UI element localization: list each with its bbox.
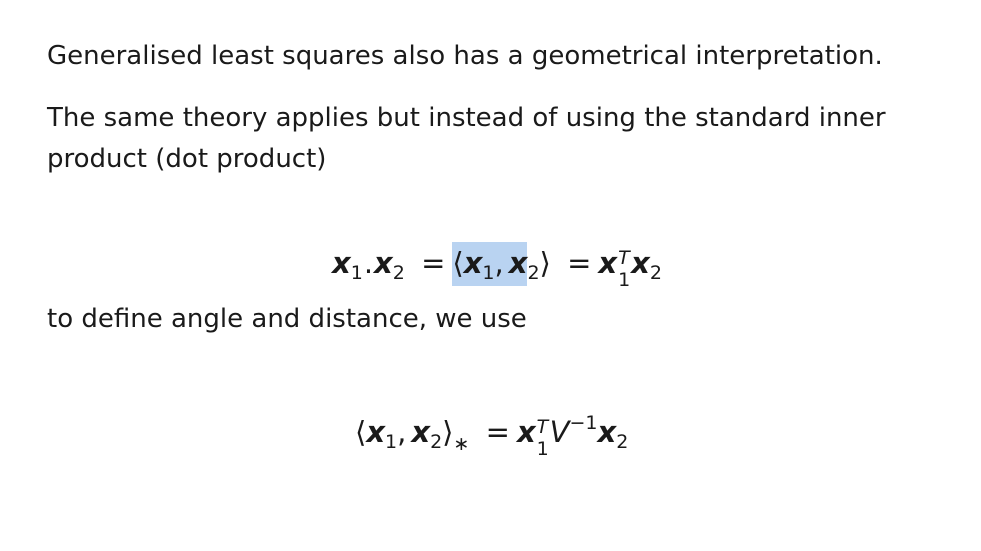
eq1-inner-x2: x [508, 246, 528, 280]
eq1-equals-1: = [421, 246, 446, 280]
dot-product-equation [332, 243, 662, 293]
eq1-x2: $x_2$ [374, 246, 405, 284]
eq2-x2: $x_2$ [411, 415, 443, 453]
eq1-inner-x2-sub: 2 [527, 262, 540, 284]
eq1-comma: , [494, 246, 504, 280]
eq2-star: ∗ [453, 433, 470, 455]
eq1-rhs-x2: $x_2$ [631, 246, 662, 284]
eq1-x1: $x_1$ [332, 246, 363, 284]
eq1-equals-2: = [567, 246, 592, 280]
eq2-x1-transpose: x [516, 415, 536, 449]
eq2-equals: = [485, 415, 510, 449]
theory-line-1: The same theory applies but instead of using the standard inner [47, 103, 886, 133]
eq2-rangle: ⟩ [442, 415, 454, 449]
eq2-x1: $x_1$ [366, 415, 398, 453]
define-sentence: to define angle and distance, we use [47, 304, 527, 334]
intro-sentence: Generalised least squares also has a geometrical interpretation. [47, 41, 883, 71]
eq2-comma: , [397, 415, 407, 449]
eq1-langle: ⟨ [452, 246, 464, 280]
eq1-rangle: ⟩ [539, 246, 551, 280]
eq1-x1-transpose: x [598, 246, 618, 280]
eq1-transpose-script: T 1 [618, 247, 631, 291]
eq2-inverse: −1 [569, 412, 598, 434]
generalised-inner-product-equation [355, 403, 628, 464]
eq2-langle: ⟨ [355, 415, 367, 449]
selection-highlight [452, 242, 527, 286]
eq2-V: V [549, 415, 570, 449]
eq2-transpose-script: T 1 [536, 416, 549, 460]
theory-line-2: product (dot product) [47, 144, 327, 174]
eq2-rhs-x2: $x_2$ [597, 415, 629, 453]
theory-sentence [47, 98, 886, 180]
eq1-inner-x1: $x_1$ [463, 246, 495, 284]
eq1-dot: . [363, 246, 374, 280]
